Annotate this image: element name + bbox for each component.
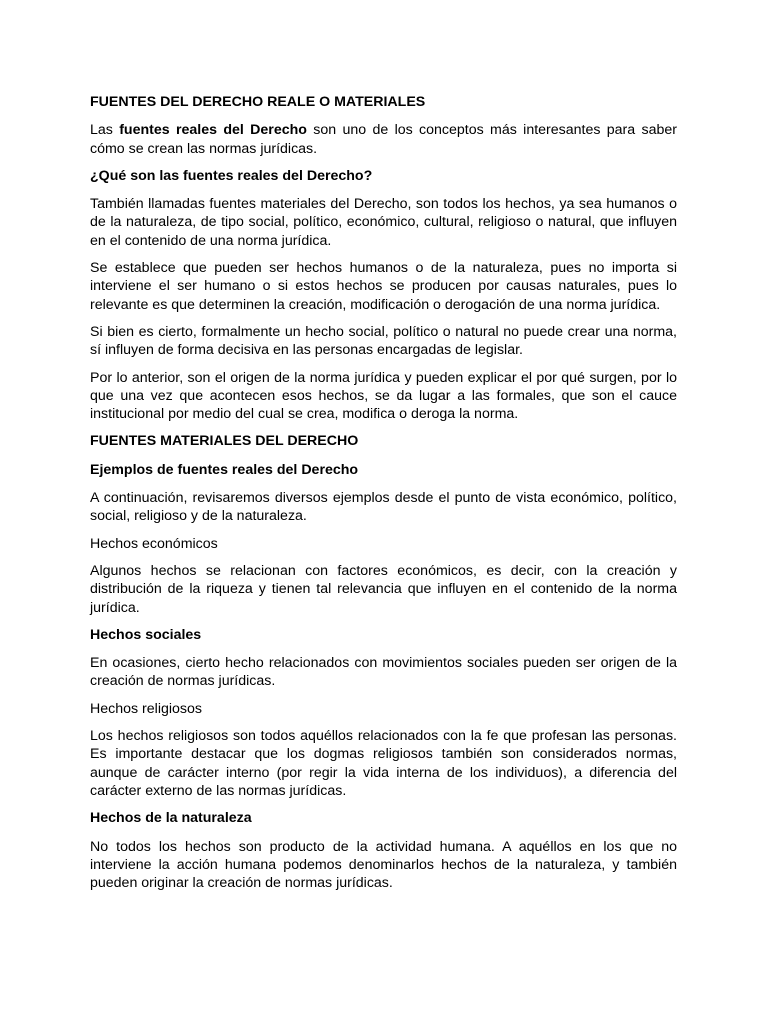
economic-heading: Hechos económicos — [90, 535, 218, 552]
paragraph-definition: También llamadas fuentes materiales del Derecho, son todos los hechos, ya sea humanos o de la naturaleza, de tipo social, político, económico, cultural, religioso o natural, que influyen en el contenido de una norma jurídica. — [90, 196, 677, 249]
paragraph-social: En ocasiones, cierto hecho relacionados con movimientos sociales pueden ser origen de la creación de normas jurídicas. — [90, 655, 677, 690]
paragraph-nature: No todos los hechos son producto de la actividad humana. A aquéllos en los que no interviene la acción humana podemos denominarlos hechos de la naturaleza, y también pueden originar la creación de normas jurídicas. — [90, 838, 677, 892]
paragraph-examples-intro: A continuación, revisaremos diversos ejemplos desde el punto de vista económico, político, social, religioso y de la naturaleza. — [90, 490, 677, 525]
social-heading: Hechos sociales — [90, 626, 202, 643]
section-heading: FUENTES MATERIALES DEL DERECHO — [90, 433, 359, 450]
nature-heading: Hechos de la naturaleza — [90, 810, 252, 827]
intro-paragraph — [90, 121, 677, 158]
paragraph-religious: Los hechos religiosos son todos aquéllos relacionados con la fe que profesan las personas. Es importante destacar que los dogmas religiosos también son considerados normas, aunque de carácter interno (por regir la vida interna de los individuos), a diferencia del carácter externo de las normas jurídicas. — [90, 728, 677, 799]
intro-before: Las — [90, 122, 120, 139]
document-page — [90, 93, 677, 901]
paragraph-economic: Algunos hechos se relacionan con factores económicos, es decir, con la creación y distribución de la riqueza y tienen tal relevancia que influyen en el contenido de la norma jurídica. — [90, 562, 677, 616]
paragraph-human-or-natural: Se establece que pueden ser hechos humanos o de la naturaleza, pues no importa si interviene el ser humano o si estos hechos se producen por causas naturales, pues lo relevante es que determinen la creación, modificación o derogación de una norma jurídica. — [90, 260, 677, 313]
examples-heading: Ejemplos de fuentes reales del Derecho — [90, 461, 359, 478]
intro-bold-term: fuentes reales del Derecho — [119, 122, 307, 139]
question-heading: ¿Qué son las fuentes reales del Derecho? — [90, 167, 373, 184]
religious-heading: Hechos religiosos — [90, 700, 202, 717]
paragraph-influence: Si bien es cierto, formalmente un hecho social, político o natural no puede crear una norma, sí influyen de forma decisiva en las personas encargadas de legislar. — [90, 323, 677, 359]
document-title: FUENTES DEL DERECHO REALE O MATERIALES — [90, 94, 426, 110]
paragraph-origin: Por lo anterior, son el origen de la norma jurídica y pueden explicar el por qué surgen, por lo que una vez que acontecen esos hechos, se da lugar a las formales, que son el cauce institucional por medio del cual se crea, modifica o deroga la norma. — [90, 369, 677, 423]
intro-after: son uno de los conceptos más interesantes para saber cómo se crean las normas jurídicas. — [90, 122, 677, 157]
